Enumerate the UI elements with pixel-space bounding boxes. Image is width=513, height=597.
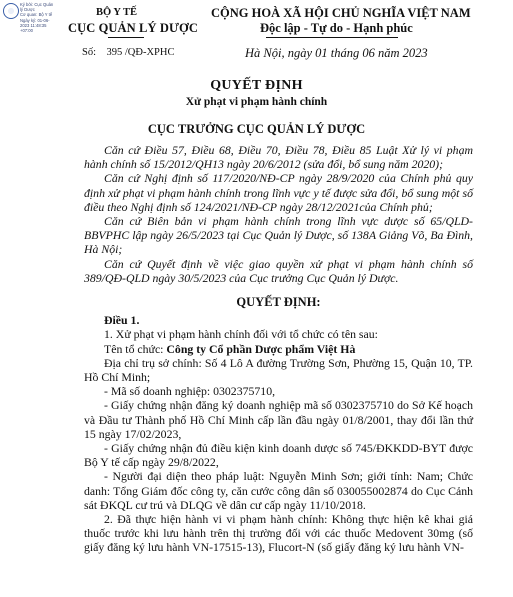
number-label: Số:	[82, 47, 97, 58]
document-number	[82, 47, 174, 58]
preamble-paragraph: Căn cứ Quyết định về việc giao quyền xử phạt vi phạm hành chính số 389/QĐ-QLD ngày 30/5/2023 của Cục trưởng Cục Quản lý Dược.	[84, 256, 473, 285]
issuer-title: CỤC TRƯỞNG CỤC QUẢN LÝ DƯỢC	[147, 122, 366, 136]
decision-heading: QUYẾT ĐỊNH:	[236, 295, 321, 310]
motto-underline	[266, 37, 398, 38]
preamble-paragraph: Căn cứ Biên bản vi phạm hành chính trong lĩnh vực dược số 65/QLD-BBVPHC lập ngày 26/5/2023 tại Cục Quản lý Dược, số 138A Giảng Võ, Ba Đình, Hà Nội;	[84, 214, 473, 257]
department-underline	[108, 37, 144, 38]
violation-paragraph: 2. Đã thực hiện hành vi vi phạm hành chính: Không thực hiện kê khai giá thuốc trước khi lưu hành trên thị trường đối với các thuốc Medovent 30mg (số giấy đăng ký lưu hành VN-17515-13), Flucort-N (số giấy đăng ký lưu hành VN-	[84, 512, 473, 555]
preamble-paragraph: Căn cứ Nghị định số 117/2020/NĐ-CP ngày 28/9/2020 của Chính phủ quy định xử phạt vi phạm hành chính trong lĩnh vực y tế được sửa đổi, bổ sung một số điều theo Nghị định số 124/2021/NĐ-CP ngày 28/12/2021của Chính phủ;	[84, 171, 473, 214]
organization-line	[84, 342, 473, 356]
pharmacy-certificate-line: - Giấy chứng nhận đủ điều kiện kinh doanh dược số 745/ĐKKDD-BYT được Bộ Y tế cấp ngày 29/8/2022,	[84, 441, 473, 470]
digital-signature-seal-icon	[3, 3, 19, 19]
decision-title: QUYẾT ĐỊNH	[210, 78, 303, 93]
number-suffix: /QĐ-XPHC	[124, 47, 175, 58]
digital-signature-info	[20, 2, 64, 33]
address-line: Địa chỉ trụ sở chính: Số 4 Lô A đường Trường Sơn, Phường 15, Quận 10, TP. Hồ Chí Minh;	[84, 355, 473, 385]
department-name: CỤC QUẢN LÝ DƯỢC	[68, 21, 198, 35]
signature-line: 2023 11:48:35	[20, 22, 47, 28]
organization-label: Tên tổ chức:	[104, 341, 167, 356]
decision-subtitle: Xử phạt vi phạm hành chính	[185, 96, 328, 108]
business-registration-line: - Giấy chứng nhận đăng ký doanh nghiệp mã số 0302375710 do Sở Kế hoạch và Đầu tư Thành phố Hồ Chí Minh cấp lần đầu ngày 01/8/2001, thay đổi lần thứ 15 ngày 17/02/2023,	[84, 398, 473, 441]
article-label: Điều 1.	[104, 313, 140, 328]
place-and-date: Hà Nội, ngày 01 tháng 06 năm 2023	[245, 46, 428, 60]
legal-representative-line: - Người đại diện theo pháp luật: Nguyễn Minh Sơn; giới tính: Nam; Chức danh: Tổng Giám đốc công ty, căn cước công dân số 030055002874 do Cục Cảnh sát ĐKQL cư trú và DLQG về dân cư cấp ngày 11/10/2018.	[84, 469, 473, 512]
ministry-name: BỘ Y TẾ	[96, 7, 138, 18]
signature-line: Ký bởi: Cục Quản	[20, 2, 54, 7]
signature-line: +07:00	[20, 28, 33, 34]
number-value: 395	[106, 47, 123, 58]
tax-code-line: - Mã số doanh nghiệp: 0302375710,	[104, 384, 276, 399]
preamble-paragraph: Căn cứ Điều 57, Điều 68, Điều 70, Điều 78, Điều 85 Luật Xử lý vi phạm hành chính số 15/2012/QH13 ngày 20/6/2012 (sửa đổi, bổ sung năm 2020);	[84, 143, 473, 172]
signature-line: Ngày ký: 01-06-	[20, 17, 50, 23]
document-body	[84, 143, 473, 555]
article-paragraph: 1. Xử phạt vi phạm hành chính đối với tổ chức có tên sau:	[104, 327, 378, 342]
signature-line: Cơ quan: Bộ Y tế	[20, 12, 53, 18]
signature-line: lý Dược	[20, 7, 35, 13]
national-motto: Độc lập - Tự do - Hạnh phúc	[260, 21, 413, 35]
organization-name: Công ty Cổ phần Dược phẩm Việt Hà	[166, 341, 356, 356]
nation-title: CỘNG HOÀ XÃ HỘI CHỦ NGHĨA VIỆT NAM	[211, 6, 471, 20]
